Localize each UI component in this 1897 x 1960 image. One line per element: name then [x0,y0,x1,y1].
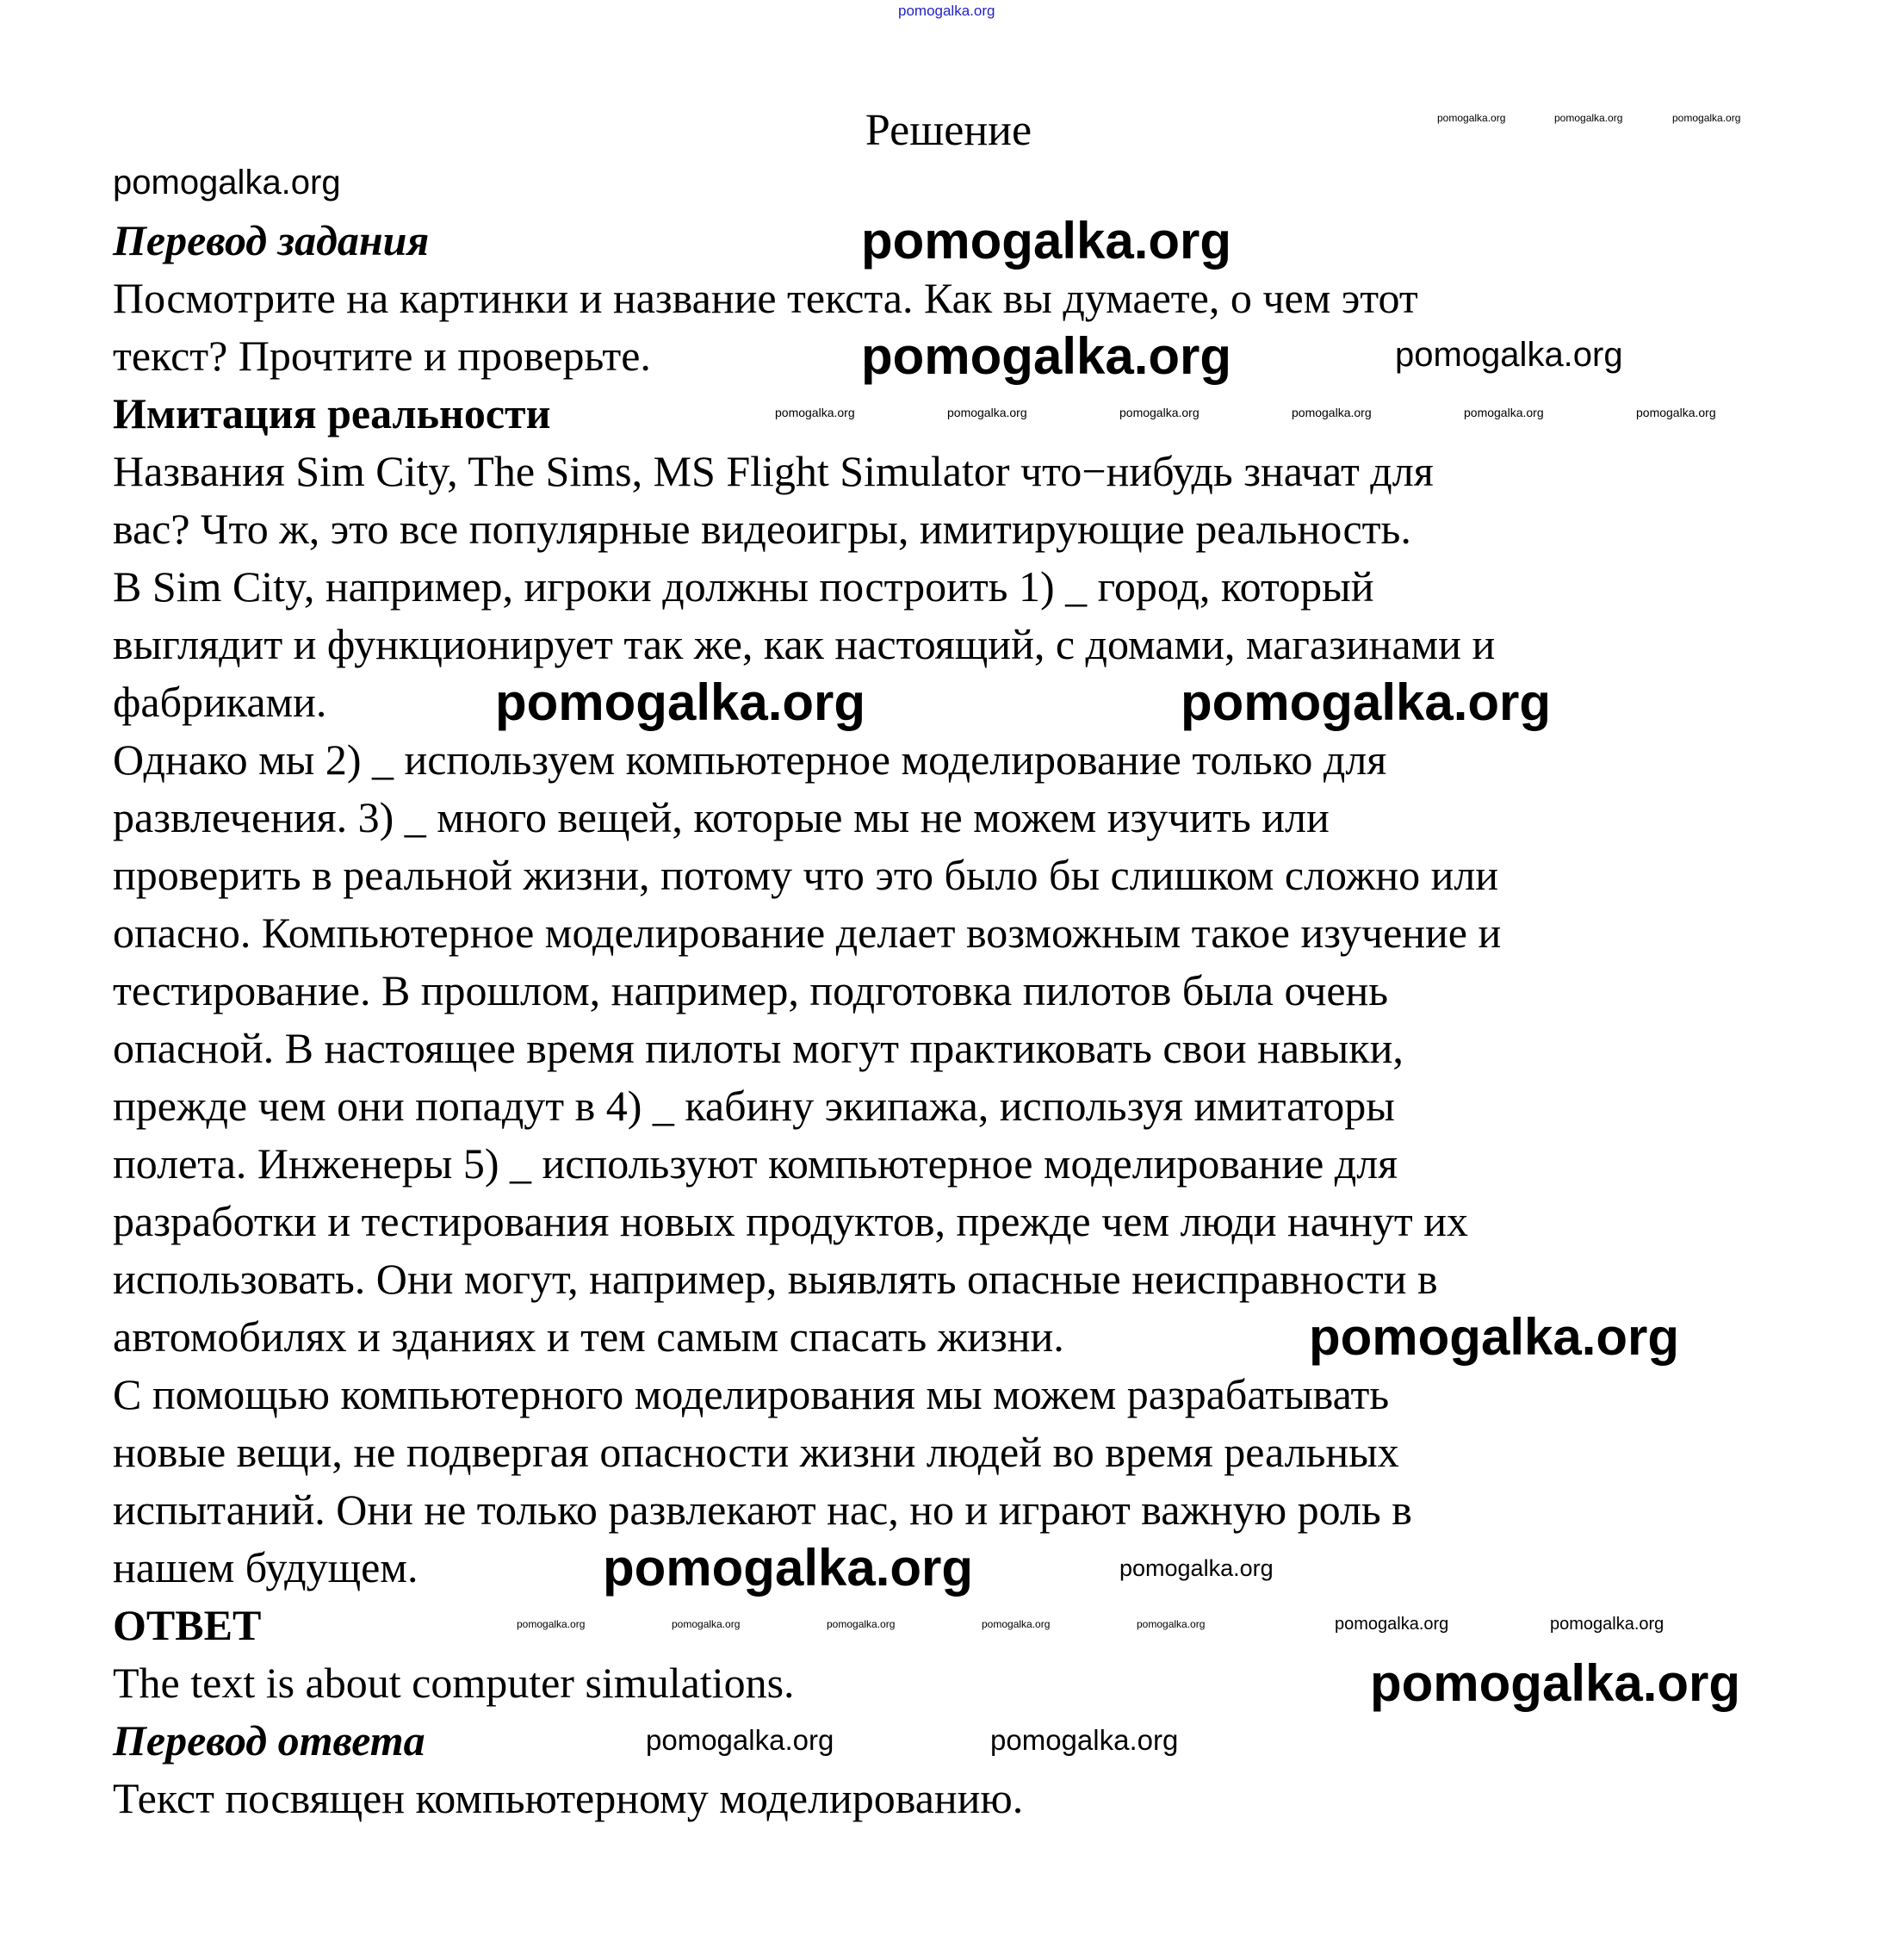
watermark: pomogalka.org [1309,1308,1680,1366]
watermark: pomogalka.org [1395,336,1623,374]
text-line: С помощью компьютерного моделирования мы можем разрабатывать [113,1370,1390,1418]
watermark: pomogalka.org [1554,112,1623,124]
answer-translation-heading: Перевод ответа [113,1716,425,1765]
answer-heading: ОТВЕТ [113,1601,262,1649]
text-line: вас? Что ж, это все популярные видеоигры, имитирующие реальность. [113,505,1411,553]
watermark: pomogalka.org [982,1618,1051,1630]
watermark: pomogalka.org [1137,1618,1206,1630]
text-line: новые вещи, не подвергая опасности жизни людей во время реальных [113,1428,1399,1476]
text-line: испытаний. Они не только развлекают нас, но и играют важную роль в [113,1486,1412,1534]
watermark: pomogalka.org [1672,112,1741,124]
text-line: проверить в реальной жизни, потому что это было бы слишком сложно или [113,851,1499,899]
text-line: опасной. В настоящее время пилоты могут практиковать свои навыки, [113,1024,1404,1072]
watermark: pomogalka.org [113,164,341,202]
watermark: pomogalka.org [775,406,855,419]
text-line: развлечения. 3) _ много вещей, которые мы не можем изучить или [113,793,1330,841]
watermark: pomogalka.org [1119,406,1200,419]
text-line: тестирование. В прошлом, например, подготовка пилотов была очень [113,966,1389,1014]
watermark: pomogalka.org [1181,673,1552,731]
watermark: pomogalka.org [947,406,1027,419]
watermark: pomogalka.org [1119,1555,1274,1581]
text-line: использовать. Они могут, например, выявлять опасные неисправности в [113,1255,1438,1303]
watermark: pomogalka.org [898,3,995,19]
text-line: В Sim City, например, игроки должны построить 1) _ город, который [113,562,1374,611]
watermark: pomogalka.org [1370,1654,1741,1712]
text-line: выглядит и функционирует так же, как настоящий, с домами, магазинами и [113,620,1496,668]
watermark: pomogalka.org [827,1618,896,1630]
text-line: Посмотрите на картинки и название текста. Как вы думаете, о чем этот [113,274,1418,322]
text-line: Однако мы 2) _ используем компьютерное моделирование только для [113,735,1387,784]
watermark: pomogalka.org [1292,406,1372,419]
page-title: Решение [865,106,1032,155]
watermark: pomogalka.org [603,1539,974,1597]
watermark: pomogalka.org [646,1724,834,1756]
text-line: нашем будущем. [113,1543,418,1591]
watermark: pomogalka.org [1437,112,1506,124]
text-line: автомобилях и зданиях и тем самым спасать жизни. [113,1312,1064,1361]
task-heading: Перевод задания [113,216,430,264]
watermark: pomogalka.org [495,673,866,731]
watermark: pomogalka.org [1335,1615,1449,1634]
answer-text: The text is about computer simulations. [113,1659,795,1707]
watermark: pomogalka.org [861,212,1232,270]
text-heading: Имитация реальности [113,389,551,437]
watermark: pomogalka.org [990,1724,1179,1756]
watermark: pomogalka.org [1636,406,1716,419]
text-line: фабриками. [113,678,327,726]
text-line: опасно. Компьютерное моделирование делает возможным такое изучение и [113,909,1502,957]
text-line: разработки и тестирования новых продуктов, прежде чем люди начнут их [113,1197,1468,1245]
text-line: текст? Прочтите и проверьте. [113,332,651,380]
watermark: pomogalka.org [1550,1615,1665,1634]
text-line: Названия Sim City, The Sims, MS Flight Simulator что−нибудь значат для [113,447,1434,495]
text-line: полета. Инженеры 5) _ используют компьютерное моделирование для [113,1139,1398,1188]
watermark: pomogalka.org [517,1618,586,1630]
watermark: pomogalka.org [1464,406,1544,419]
answer-translation: Текст посвящен компьютерному моделированию. [113,1774,1024,1822]
watermark: pomogalka.org [861,327,1232,385]
text-line: прежде чем они попадут в 4) _ кабину экипажа, используя имитаторы [113,1082,1395,1130]
watermark: pomogalka.org [672,1618,741,1630]
